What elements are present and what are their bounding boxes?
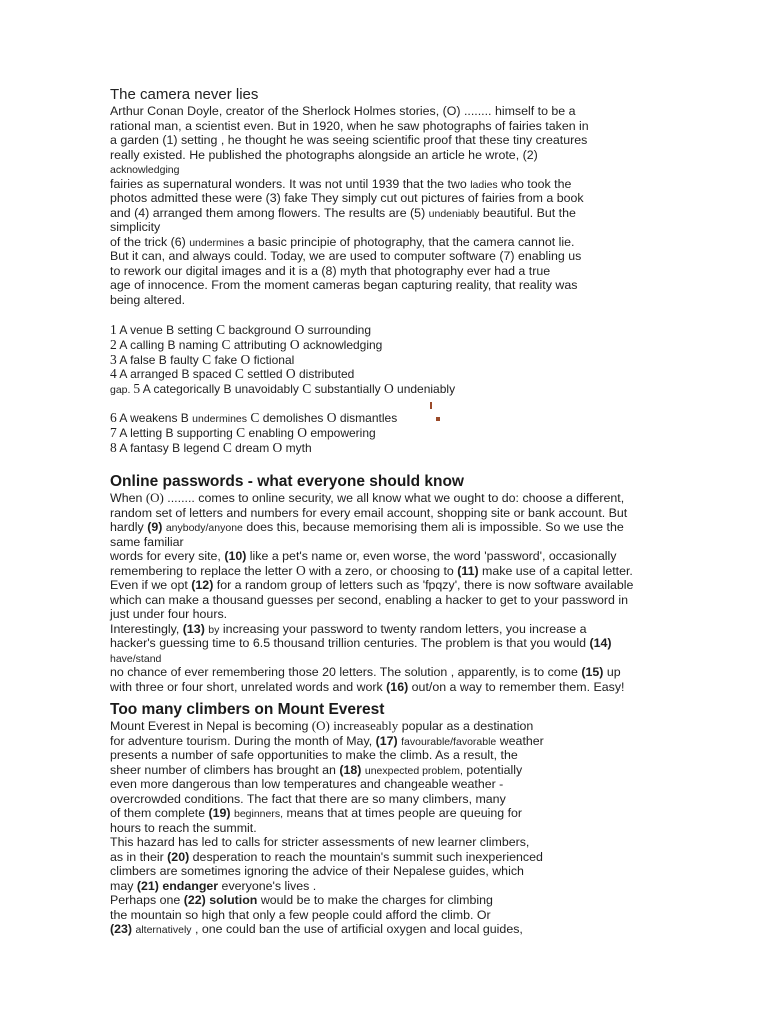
text-line <box>110 133 655 148</box>
options-group-2 <box>110 411 655 455</box>
red-dot-mark-icon <box>428 401 442 425</box>
text-line <box>110 104 655 119</box>
text-segment: O <box>295 562 306 578</box>
text-segment: (11) <box>457 563 479 578</box>
text-segment: means that at times people are queuing for <box>283 806 523 820</box>
text-line <box>110 235 655 250</box>
section-title: Too many climbers on Mount Everest <box>110 701 385 718</box>
text-line <box>110 734 655 749</box>
text-line <box>110 719 655 734</box>
text-segment: of them complete <box>110 806 209 820</box>
text-segment: same familiar <box>110 534 184 549</box>
text-segment: with three or four short, unrelated words and work <box>110 679 387 694</box>
text-segment: C <box>222 439 232 455</box>
text-segment: A arranged B spaced <box>116 367 235 382</box>
text-segment: with a zero, or choosing to <box>305 563 458 578</box>
text-segment: fictional <box>250 352 295 367</box>
text-segment: undeniably <box>428 207 480 220</box>
text-segment: 4 <box>110 366 117 382</box>
text-segment: (20) <box>167 849 190 864</box>
text-segment: really existed. He published the photographs alongside an article he wrote, (2) <box>110 147 538 162</box>
text-segment: acknowledging <box>110 164 180 176</box>
text-segment: O <box>285 366 296 382</box>
text-segment: 3 <box>110 351 117 367</box>
text-segment: weather <box>496 733 544 748</box>
text-segment: sheer number of climbers has brought an <box>110 762 340 777</box>
text-line <box>110 162 655 177</box>
text-segment: which can make a thousand guesses per second, enabling a hacker to get to your password in <box>110 592 628 607</box>
text-segment: 5 <box>133 381 141 397</box>
text-segment: C <box>216 322 226 337</box>
text-segment: no chance of ever remembering those 20 letters. The solution , apparently, is to come <box>110 665 582 679</box>
text-segment: C <box>302 381 312 397</box>
text-segment: demolishes <box>259 410 327 425</box>
text-segment: O <box>272 439 283 455</box>
text-segment: (17) <box>375 733 398 748</box>
text-segment: (13) <box>182 621 205 636</box>
text-segment: 8 <box>110 439 117 455</box>
text-segment: (18) <box>339 762 362 777</box>
text-segment: the mountain so high that only a few people could afford the climb. Or <box>110 907 491 922</box>
text-line <box>110 792 655 807</box>
text-segment: a basic principie of photography, that the camera cannot lie. <box>244 234 575 249</box>
text-line <box>110 850 655 865</box>
text-segment: of the trick (6) <box>110 234 190 249</box>
text-segment: A weakens B <box>116 410 193 425</box>
text-line <box>110 922 655 937</box>
text-segment: But it can, and always could. Today, we are used to computer software (7) enabling us <box>110 249 582 263</box>
text-segment: When <box>110 491 146 505</box>
text-segment: Arthur Conan Doyle, creator of the Sherlock Holmes stories, (O) ........ himself to be a <box>110 104 576 118</box>
text-line <box>110 806 655 821</box>
text-segment: hardly <box>110 520 148 534</box>
text-line <box>110 220 655 235</box>
text-line <box>110 119 655 134</box>
text-segment: random set of letters and numbers for every email account, shopping site or bank account. But <box>110 505 628 520</box>
text-segment: C <box>250 409 260 425</box>
section-title: Online passwords - what everyone should know <box>110 473 464 490</box>
text-segment: who took the <box>497 176 572 191</box>
section-online-passwords <box>110 473 655 694</box>
text-segment: up <box>603 665 621 679</box>
text-segment: (19) <box>208 806 231 820</box>
text-segment: O <box>383 381 394 397</box>
text-segment: by <box>208 623 220 636</box>
text-line <box>110 564 655 579</box>
text-segment: undermines <box>192 412 248 425</box>
text-line <box>110 549 655 564</box>
text-line <box>110 520 655 535</box>
text-line <box>110 506 655 521</box>
text-line <box>110 206 655 221</box>
text-segment: (10) <box>224 549 247 563</box>
text-line <box>110 893 655 908</box>
text-segment: words for every site, <box>110 549 225 563</box>
section-mount-everest <box>110 701 655 937</box>
text-segment: fake <box>211 352 241 367</box>
text-line <box>110 278 655 293</box>
text-line <box>110 249 655 264</box>
text-segment: surrounding <box>304 323 372 337</box>
text-segment: (23) <box>110 922 133 936</box>
text-segment: popular as a destination <box>398 719 534 733</box>
text-line <box>110 879 655 894</box>
text-segment: (O) <box>145 490 164 505</box>
text-segment: to rework our digital images and it is a (8) myth that photography ever had a true <box>110 263 551 278</box>
text-segment: (14) <box>589 636 612 650</box>
section-body <box>110 719 655 937</box>
text-segment: unexpected problem, <box>364 764 463 777</box>
text-segment: increasing your password to twenty random letters, you increase a <box>219 621 587 636</box>
text-segment: Interestingly, <box>110 621 183 636</box>
text-line <box>110 441 655 456</box>
text-line <box>110 593 655 608</box>
text-segment: age of innocence. From the moment cameras began capturing reality, that reality was <box>110 278 578 292</box>
text-segment: may <box>110 878 137 893</box>
text-segment: C <box>202 351 212 367</box>
text-segment: C <box>234 366 244 382</box>
text-segment: Even if we opt <box>110 578 192 592</box>
text-segment: increaseably <box>333 718 399 733</box>
text-segment: rational man, a scientist even. But in 1920, when he saw photographs of fairies taken in <box>110 118 589 133</box>
text-line <box>110 777 655 792</box>
text-segment: potentially <box>462 762 523 777</box>
text-segment: background <box>225 323 295 337</box>
text-segment: attributing <box>230 337 290 352</box>
section-body <box>110 104 655 307</box>
text-line <box>110 665 655 680</box>
text-segment: O <box>297 424 307 440</box>
text-segment: desperation to reach the mountain's summit such inexperienced <box>189 849 543 864</box>
text-segment: undeniably <box>393 382 456 397</box>
text-segment: substantially <box>311 382 384 397</box>
text-line <box>110 338 655 353</box>
text-segment: A venue B setting <box>116 323 217 337</box>
text-segment: for adventure tourism. During the month of May, <box>110 733 376 748</box>
text-line <box>110 622 655 637</box>
text-segment: as in their <box>110 849 168 864</box>
text-line <box>110 680 655 695</box>
text-segment: like a pet's name or, even worse, the word 'password', occasionally <box>246 549 617 563</box>
text-line <box>110 835 655 850</box>
text-segment: photos admitted these were (3) fake They simply cut out pictures of fairies from a book <box>110 191 584 205</box>
text-line <box>110 411 655 426</box>
text-line <box>110 367 655 382</box>
text-segment: undermines <box>189 236 245 249</box>
text-line <box>110 353 655 368</box>
text-segment: presents a number of safe opportunities to make the climb. As a result, the <box>110 748 518 762</box>
text-segment: 1 <box>110 322 117 337</box>
text-segment: (15) <box>581 665 604 679</box>
text-segment: O <box>289 336 300 352</box>
text-line <box>110 382 655 397</box>
text-segment: everyone's lives . <box>218 878 317 893</box>
text-line <box>110 535 655 550</box>
text-segment: fairies as supernatural wonders. It was not until 1939 that the two <box>110 176 471 191</box>
text-line <box>110 491 655 506</box>
text-segment: A false B faulty <box>116 352 203 367</box>
text-segment: A letting B supporting <box>116 425 237 440</box>
text-segment: myth <box>282 440 312 455</box>
text-line <box>110 264 655 279</box>
options-list <box>110 323 655 455</box>
text-segment: O <box>326 409 337 425</box>
text-segment: distributed <box>295 367 355 382</box>
text-segment: alternatively <box>135 924 192 936</box>
text-line <box>110 323 655 338</box>
text-segment: have/stand <box>110 652 162 665</box>
text-segment: beautiful. But the <box>479 205 576 220</box>
text-segment: Mount Everest in Nepal is becoming <box>110 719 312 733</box>
text-segment: beginners, <box>233 808 284 820</box>
text-segment: (21) endanger <box>136 878 219 893</box>
text-segment: (9) <box>147 520 163 534</box>
text-segment: (22) solution <box>183 893 258 907</box>
text-segment: just under four hours. <box>110 607 228 621</box>
text-line <box>110 763 655 778</box>
text-segment: ladies <box>470 178 498 191</box>
text-line <box>110 864 655 879</box>
text-segment: (12) <box>191 578 214 592</box>
text-segment: dream <box>231 440 273 455</box>
text-segment: out/on a way to remember them. Easy! <box>408 679 625 694</box>
text-line <box>110 651 655 666</box>
text-line <box>110 293 655 308</box>
text-segment: even more dangerous than low temperatures and changeable weather - <box>110 777 504 791</box>
text-segment: make use of a capital letter. <box>478 563 633 578</box>
text-line <box>110 426 655 441</box>
text-segment: simplicity <box>110 220 161 234</box>
text-line <box>110 636 655 651</box>
text-segment: O <box>294 322 305 337</box>
section-title: The camera never lies <box>110 86 259 103</box>
text-segment: favourable/favorable <box>401 735 497 748</box>
text-segment: (O) <box>311 718 330 733</box>
text-segment: A fantasy B legend <box>116 440 223 455</box>
text-segment: C <box>221 336 231 352</box>
text-line <box>110 177 655 192</box>
text-segment: C <box>236 424 246 440</box>
text-segment: empowering <box>306 425 376 440</box>
text-segment: A categorically B unavoidably <box>140 382 303 397</box>
text-line <box>110 578 655 593</box>
text-line <box>110 607 655 622</box>
text-segment: settled <box>243 367 286 382</box>
text-segment: This hazard has led to calls for stricter assessments of new learner climbers, <box>110 835 530 849</box>
text-segment: remembering to replace the letter <box>110 563 296 578</box>
text-line <box>110 821 655 836</box>
text-segment: does this, because memorising them ali is impossible. So we use the <box>242 520 624 534</box>
text-segment: Perhaps one <box>110 893 184 907</box>
text-line <box>110 148 655 163</box>
text-segment: 6 <box>110 409 117 425</box>
text-segment: O <box>240 351 251 367</box>
text-segment: anybody/anyone <box>165 522 243 534</box>
text-line <box>110 748 655 763</box>
text-segment: enabling <box>245 425 298 440</box>
text-line <box>110 908 655 923</box>
text-segment: 7 <box>110 424 117 440</box>
text-segment: would be to make the charges for climbing <box>257 893 493 907</box>
text-segment: for a random group of letters such as 'fpqzy', there is now software available <box>216 578 634 592</box>
text-segment: 2 <box>110 336 117 352</box>
text-segment: overcrowded conditions. The fact that there are so many climbers, many <box>110 791 506 806</box>
text-segment: being altered. <box>110 292 186 307</box>
options-group-1 <box>110 323 655 397</box>
text-segment: and (4) arranged them among flowers. The results are (5) <box>110 205 429 220</box>
section-camera-never-lies <box>110 86 655 307</box>
text-segment: (16) <box>386 679 409 694</box>
text-segment: ........ comes to online security, we all know what we ought to do: choose a different, <box>163 491 625 505</box>
text-segment: acknowledging <box>299 337 383 352</box>
text-segment: hours to reach the summit. <box>110 820 257 835</box>
text-segment: A calling B naming <box>116 337 222 352</box>
text-segment: a garden (1) setting , he thought he was seeing scientific proof that these tiny creatures <box>110 133 588 147</box>
text-segment: dismantles <box>336 410 398 425</box>
section-body <box>110 491 655 694</box>
text-segment: gap. <box>110 384 134 397</box>
text-segment: , one could ban the use of artificial oxygen and local guides, <box>191 922 523 936</box>
text-segment: hacker's guessing time to 6.5 thousand trillion centuries. The problem is that you would <box>110 636 590 650</box>
text-segment: climbers are sometimes ignoring the advice of their Nepalese guides, which <box>110 864 524 878</box>
text-line <box>110 191 655 206</box>
